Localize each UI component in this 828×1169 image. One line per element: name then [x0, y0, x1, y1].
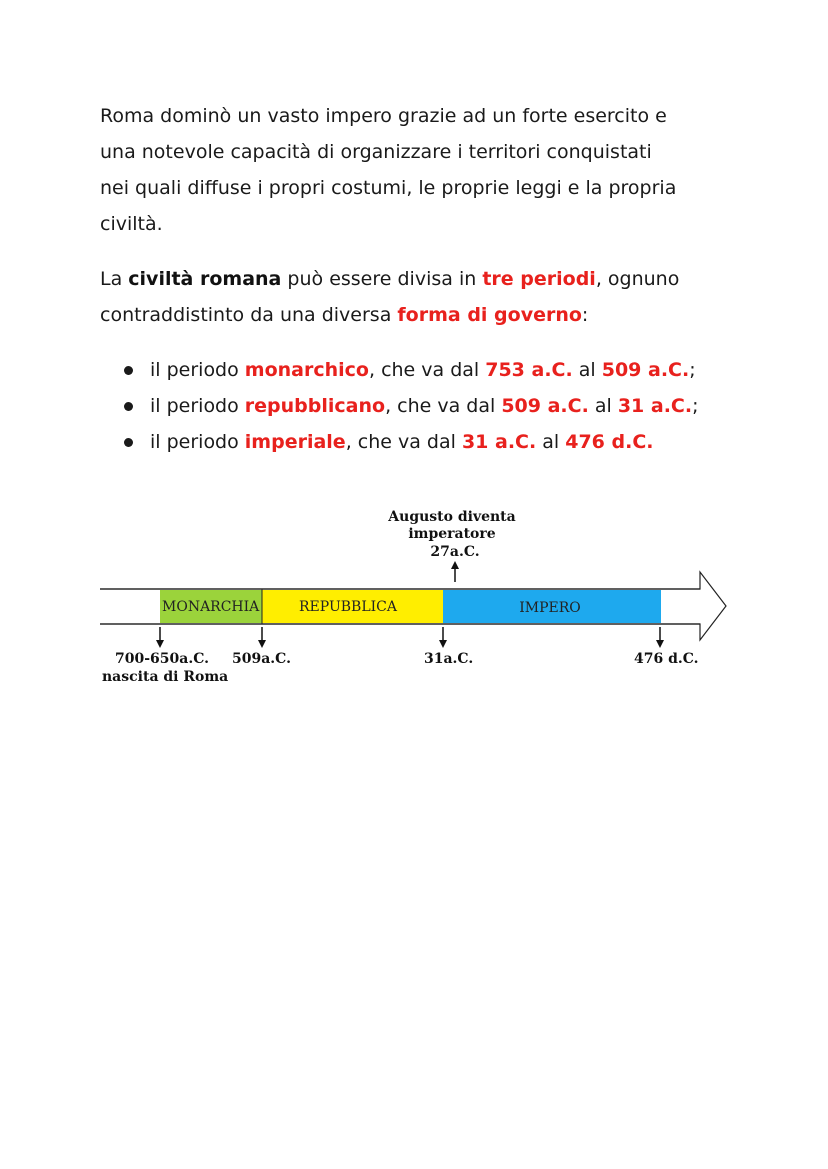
division-text-3: , ognuno [595, 268, 680, 290]
period-text: il periodo [150, 395, 245, 417]
down-arrow-icon [656, 627, 664, 648]
period-from: 753 a.C. [485, 359, 573, 381]
division-text-2: può essere divisa in [281, 268, 483, 290]
marker-31: 31a.C. [424, 651, 474, 667]
period-text: , che va dal [385, 395, 502, 417]
period-text: al [572, 359, 602, 381]
period-text: , che va dal [345, 431, 462, 453]
marker-nascita-roma: nascita di Roma [102, 669, 229, 685]
marker-476: 476 d.C. [634, 651, 699, 667]
division-bold-civilta: civiltà romana [128, 268, 282, 290]
down-arrow-icon [439, 627, 447, 648]
period-name: monarchico [244, 359, 369, 381]
division-text-4: contraddistinto da una diversa [100, 304, 398, 326]
period-text: ; [692, 395, 699, 417]
period-to: 509 a.C. [601, 359, 690, 381]
period-name: imperiale [244, 431, 346, 453]
annotation-line-2: imperatore [408, 526, 496, 542]
marker-509: 509a.C. [232, 651, 291, 667]
intro-line-2: una notevole capacità di organizzare i territori conquistati [100, 141, 652, 163]
down-arrow-icon [156, 627, 164, 648]
period-to: 476 d.C. [565, 431, 654, 453]
intro-line-1: Roma dominò un vasto impero grazie ad un forte esercito e [100, 105, 667, 127]
segment-impero-label: IMPERO [519, 600, 581, 616]
intro-line-3: nei quali diffuse i propri costumi, le proprie leggi e la propria [100, 177, 677, 199]
down-arrow-icon [258, 627, 266, 648]
up-arrow-icon [451, 561, 459, 582]
period-name: repubblicano [244, 395, 386, 417]
segment-monarchia-label: MONARCHIA [162, 599, 260, 615]
period-text: il periodo [150, 431, 245, 453]
segment-repubblica-label: REPUBBLICA [299, 599, 397, 615]
period-from: 509 a.C. [501, 395, 589, 417]
intro-line-4: civiltà. [100, 213, 163, 235]
period-text: ; [689, 359, 696, 381]
division-text-5: : [581, 304, 589, 326]
period-text: , che va dal [368, 359, 486, 381]
marker-700-650: 700-650a.C. [115, 651, 209, 667]
division-text-1: La [100, 268, 129, 290]
annotation-line-1: Augusto diventa [388, 509, 516, 525]
period-from: 31 a.C. [461, 431, 537, 453]
period-text: al [536, 431, 566, 453]
division-highlight-tre-periodi: tre periodi [482, 268, 596, 290]
division-highlight-forma-governo: forma di governo [397, 304, 582, 326]
period-text: al [588, 395, 618, 417]
period-to: 31 a.C. [617, 395, 693, 417]
annotation-date: 27a.C. [430, 544, 480, 560]
period-text: il periodo [150, 359, 245, 381]
